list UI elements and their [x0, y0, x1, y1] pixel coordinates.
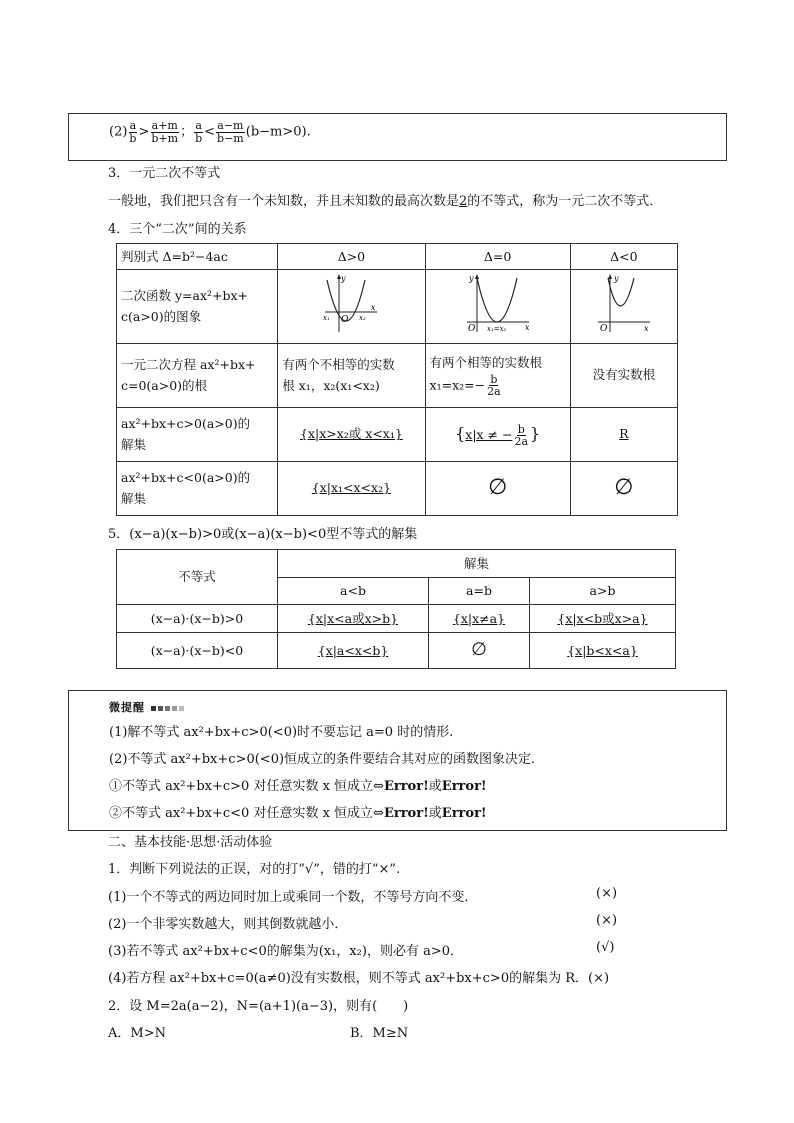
option-a: A．M>N: [108, 1026, 166, 1041]
option-b: B．M≥N: [350, 1026, 409, 1041]
judge-mark-1: (×): [596, 886, 618, 901]
svg-text:O: O: [599, 324, 608, 335]
tip-dots-icon: [149, 700, 184, 715]
svg-text:x: x: [524, 323, 530, 333]
svg-text:x: x: [371, 303, 376, 313]
graph-double-root: [425, 270, 570, 343]
svg-text:y: y: [341, 274, 346, 284]
sec4-heading: 4．三个“二次”间的关系: [108, 222, 247, 237]
svg-text:x: x: [643, 324, 649, 334]
svg-text:x₁=x₂: x₁=x₂: [486, 325, 507, 334]
judge-mark-2: (×): [596, 913, 618, 928]
judge-item-3: (3)若不等式 ax²+bx+c<0的解集为(x₁，x₂)，则必有 a>0．: [108, 944, 463, 959]
graph-no-root: [570, 270, 677, 343]
sec5-heading: 5．(x−a)(x−b)>0或(x−a)(x−b)<0型不等式的解集: [108, 527, 418, 542]
top-formula-box: [68, 113, 727, 161]
judge-item-2: (2)一个非零实数越大，则其倒数就越小．: [108, 917, 348, 932]
judge-item-4: (4)若方程 ax²+bx+c=0(a≠0)没有实数根，则不等式 ax²+bx+c>0的解集为 R．(×): [108, 971, 610, 986]
sec3-heading: 3．一元二次不等式: [108, 166, 221, 181]
parabola-graph-delta-negative: [594, 272, 654, 334]
judge-item-1: (1)一个不等式的两边同时加上或乘同一个数，不等号方向不变．: [108, 890, 478, 905]
factored-inequality-table: 不等式 解集 a<b a=b a>b (x−a)·(x−b)>0 {x|x<a或x>b} {x|x≠a} {x|x<b或x>a} (x−a)·(x−b)<0 {x|a<x<b} ∅ {x|b<x<a}: [116, 549, 676, 669]
svg-text:O: O: [341, 315, 349, 326]
sec3-body: 一般地，我们把只含有一个未知数，并且未知数的最高次数是2的不等式，称为一元二次不等式．: [108, 194, 663, 209]
svg-text:x₁: x₁: [323, 314, 331, 323]
parabola-graph-delta-zero: [463, 272, 533, 334]
top-formula: (2) $\frac{a}{b}$ > $\frac{a+m}{b+m}$ ； $\frac{a}{b}$ < $\frac{a-m}{b-m}$ (b−m>0).: [109, 119, 311, 145]
svg-text:y: y: [613, 274, 619, 284]
part2-heading: 二、基本技能·思想·活动体验: [108, 835, 273, 850]
three-quadratics-table: 判别式 Δ=b²−4ac Δ>0 Δ=0 Δ<0 二次函数 y=ax²+bx+ c(a>0)的图象 y x x₁ O x₂ y x O x₁=x₂ y x O 一元二次方程 ax²+bx+ c=0(a>0)的根 有两个不相等的实数 根 x₁，x₂(x₁<x₂) 有两个相等的实数根 x₁=x₂=− $\frac{b}{2a}$ 没有实数根 ax²+bx+c>0(a>0)的 解集 {x|x>x₂或 x<x₁} {x|x ≠ − $\frac{b}{2a}$ } R ax²+bx+c<0(a>0)的 解集 {x|x₁<x<x₂} ∅ ∅: [116, 243, 678, 516]
judge-mark-3: (√): [596, 940, 615, 955]
tip-header: 微提醒: [109, 699, 184, 715]
parabola-graph-delta-positive: [321, 272, 381, 334]
question-1: 1．判断下列说法的正误，对的打“√”，错的打“×”.: [108, 862, 401, 877]
svg-text:x₂: x₂: [359, 314, 367, 323]
question-2: 2．设 M=2a(a−2)，N=(a+1)(a−3)，则有( ): [108, 999, 409, 1014]
tip-box: 微提醒 (1)解不等式 ax²+bx+c>0(<0)时不要忘记 a=0 时的情形. (2)不等式 ax²+bx+c>0(<0)恒成立的条件要结合其对应的函数图象决定. ①不等式 ax²+bx+c>0 对任意实数 x 恒成立⇔Error!或Error! ②不等式 ax²+bx+c<0 对任意实数 x 恒成立⇔Error!或Error!: [68, 690, 727, 831]
graph-two-roots: [278, 270, 425, 343]
svg-text:y: y: [468, 274, 474, 284]
svg-text:O: O: [467, 324, 476, 335]
